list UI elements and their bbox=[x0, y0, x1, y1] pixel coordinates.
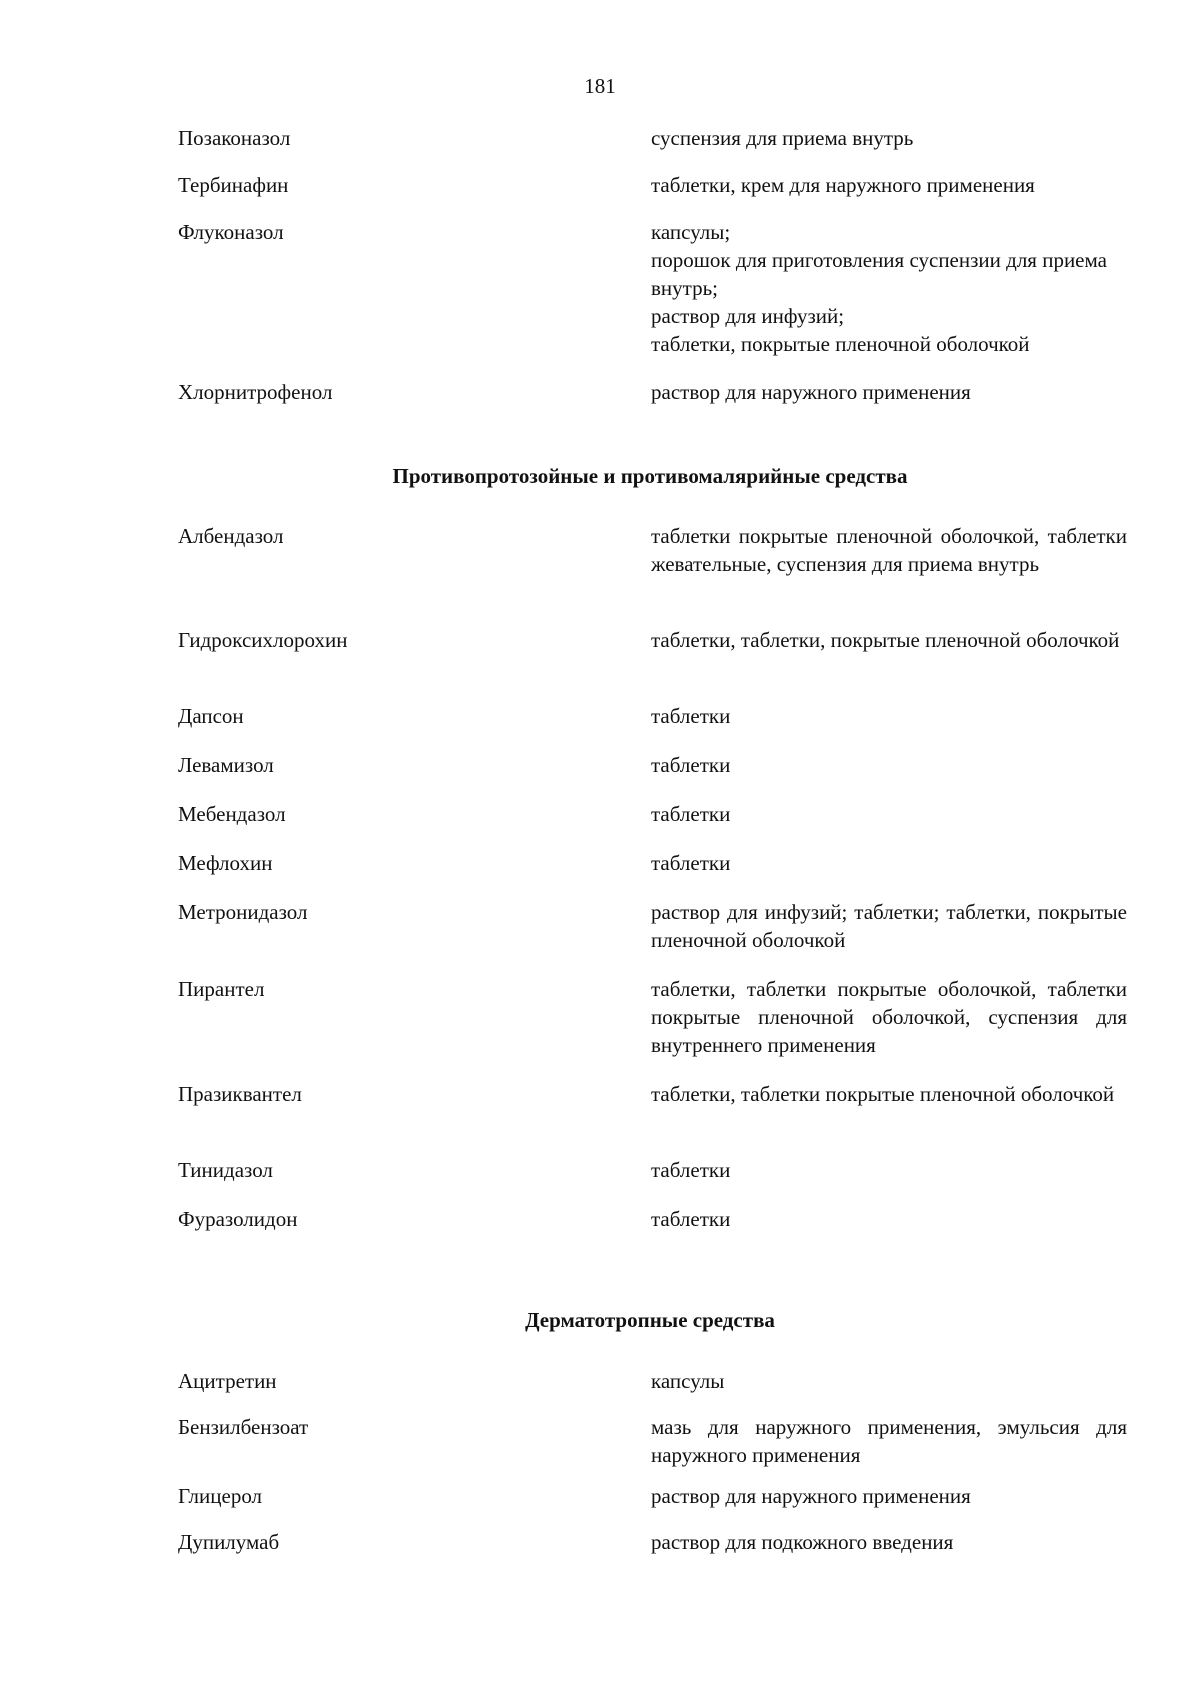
drug-name: Пирантел bbox=[178, 977, 265, 1001]
drug-name: Тинидазол bbox=[178, 1158, 273, 1182]
drug-name: Ацитретин bbox=[178, 1369, 277, 1393]
drug-name: Дупилумаб bbox=[178, 1530, 280, 1554]
drug-form: мазь для наружного применения, эмульсия для наружного применения bbox=[651, 1415, 1127, 1467]
drug-name: Левамизол bbox=[178, 753, 274, 777]
drug-form: раствор для подкожного введения bbox=[651, 1530, 954, 1554]
drug-form: таблетки bbox=[651, 851, 731, 875]
drug-form: таблетки bbox=[651, 802, 731, 826]
page-number: 181 bbox=[584, 74, 616, 98]
drug-name: Тербинафин bbox=[178, 173, 289, 197]
drug-form: таблетки bbox=[651, 753, 731, 777]
drug-form: капсулы; порошок для приготовления суспензии для приема внутрь; раствор для инфузий; таблетки, покрытые пленочной оболочкой bbox=[651, 220, 1107, 356]
section-title: Дерматотропные средства bbox=[525, 1308, 775, 1332]
drug-name: Празиквантел bbox=[178, 1082, 302, 1106]
drug-form: таблетки покрытые пленочной оболочкой, таблетки жевательные, суспензия для приема внутрь bbox=[651, 524, 1127, 576]
drug-name: Глицерол bbox=[178, 1484, 263, 1508]
drug-form: раствор для наружного применения bbox=[651, 1484, 971, 1508]
drug-form: суспензия для приема внутрь bbox=[651, 126, 914, 150]
drug-name: Метронидазол bbox=[178, 900, 308, 924]
drug-form: таблетки bbox=[651, 704, 731, 728]
drug-form: раствор для наружного применения bbox=[651, 380, 971, 404]
drug-name: Хлорнитрофенол bbox=[178, 380, 333, 404]
drug-name: Мебендазол bbox=[178, 802, 286, 826]
drug-form: таблетки bbox=[651, 1207, 731, 1231]
drug-name: Бензилбензоат bbox=[178, 1415, 309, 1439]
drug-name: Фуразолидон bbox=[178, 1207, 298, 1231]
drug-form: раствор для инфузий; таблетки; таблетки, покрытые пленочной оболочкой bbox=[651, 900, 1127, 952]
drug-form: таблетки bbox=[651, 1158, 731, 1182]
drug-name: Мефлохин bbox=[178, 851, 273, 875]
drug-name: Позаконазол bbox=[178, 126, 291, 150]
section-title: Противопротозойные и противомалярийные средства bbox=[392, 464, 908, 488]
drug-form: таблетки, крем для наружного применения bbox=[651, 173, 1035, 197]
drug-name: Флуконазол bbox=[178, 220, 284, 244]
drug-form: таблетки, таблетки покрытые пленочной оболочкой bbox=[651, 1082, 1115, 1106]
drug-form: таблетки, таблетки покрытые оболочкой, таблетки покрытые пленочной оболочкой, суспензия для внутреннего применения bbox=[651, 977, 1127, 1057]
drug-form: таблетки, таблетки, покрытые пленочной оболочкой bbox=[651, 628, 1120, 652]
drug-name: Албендазол bbox=[178, 524, 284, 548]
drug-name: Дапсон bbox=[178, 704, 244, 728]
drug-name: Гидроксихлорохин bbox=[178, 628, 348, 652]
drug-form: капсулы bbox=[651, 1369, 725, 1393]
